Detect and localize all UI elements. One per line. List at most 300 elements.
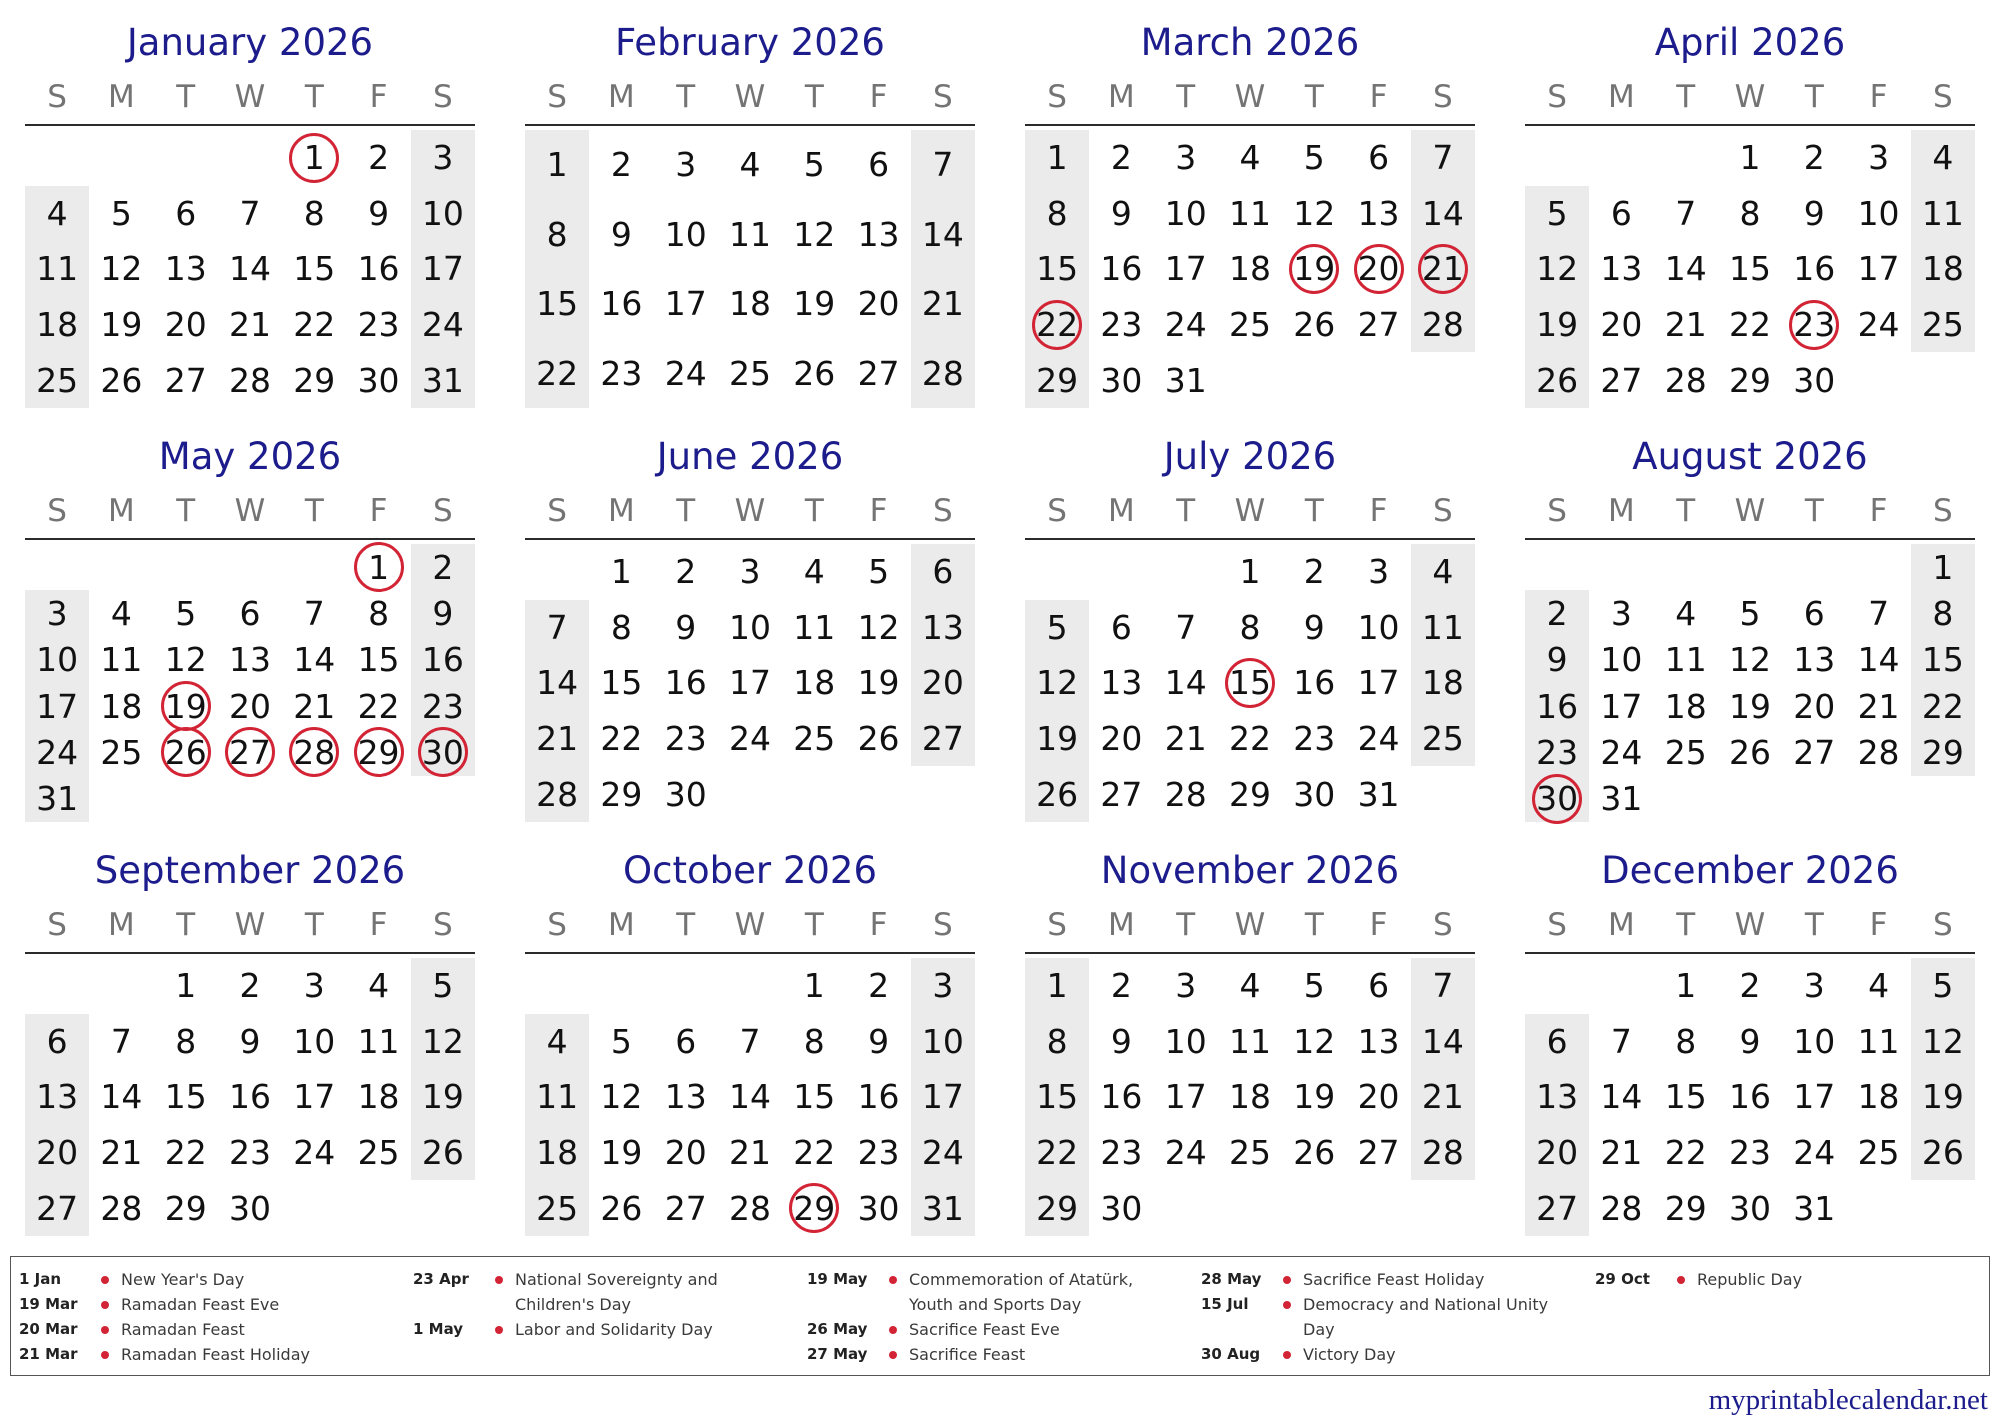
day-number: 4 bbox=[46, 193, 68, 233]
empty-day-cell bbox=[282, 1180, 346, 1236]
day-cell bbox=[1718, 297, 1782, 353]
day-cell bbox=[346, 130, 410, 186]
day-cell bbox=[1654, 958, 1718, 1014]
day-cell bbox=[782, 1014, 846, 1070]
day-number: 1 bbox=[1239, 552, 1261, 592]
weekday-label: M bbox=[108, 907, 135, 943]
day-cell bbox=[782, 269, 846, 339]
day-cell bbox=[846, 544, 910, 600]
day-number: 20 bbox=[1793, 686, 1836, 726]
day-cell bbox=[346, 297, 410, 353]
weekday-label: W bbox=[734, 907, 766, 943]
day-number: 21 bbox=[1421, 1077, 1464, 1117]
day-number: 27 bbox=[1357, 305, 1400, 345]
day-number: 28 bbox=[921, 353, 964, 393]
day-number: 24 bbox=[1600, 732, 1643, 772]
day-cell bbox=[911, 200, 975, 270]
day-cell bbox=[589, 130, 653, 200]
day-cell bbox=[1525, 241, 1589, 297]
weekday-label: T bbox=[176, 907, 196, 943]
day-cell bbox=[1025, 655, 1089, 711]
day-cell bbox=[1025, 130, 1089, 186]
day-number: 31 bbox=[1793, 1188, 1836, 1228]
weekday-label: M bbox=[1108, 493, 1135, 529]
day-cell bbox=[1282, 1014, 1346, 1070]
day-cell bbox=[911, 339, 975, 409]
legend-date: 23 Apr bbox=[413, 1270, 469, 1288]
day-number: 17 bbox=[1793, 1077, 1836, 1117]
day-cell bbox=[411, 637, 475, 683]
day-cell bbox=[1911, 683, 1975, 729]
weekday-label: W bbox=[1734, 907, 1766, 943]
day-number: 6 bbox=[1546, 1021, 1568, 1061]
day-number: 10 bbox=[728, 607, 771, 647]
day-number: 15 bbox=[357, 640, 400, 680]
day-cell bbox=[25, 297, 89, 353]
day-cell bbox=[1025, 600, 1089, 656]
day-cell bbox=[1346, 1014, 1410, 1070]
day-number: 15 bbox=[600, 663, 643, 703]
day-cell bbox=[1218, 297, 1282, 353]
day-cell bbox=[1089, 241, 1153, 297]
day-number: 10 bbox=[1600, 640, 1643, 680]
day-cell bbox=[1346, 130, 1410, 186]
day-cell bbox=[282, 186, 346, 242]
day-number: 8 bbox=[1675, 1021, 1697, 1061]
day-cell bbox=[1718, 590, 1782, 636]
day-cell bbox=[411, 241, 475, 297]
weekday-label: M bbox=[108, 493, 135, 529]
day-cell bbox=[411, 683, 475, 729]
day-number: 28 bbox=[1600, 1188, 1643, 1228]
day-cell bbox=[89, 241, 153, 297]
day-cell bbox=[1589, 776, 1653, 822]
legend-date: 30 Aug bbox=[1201, 1345, 1261, 1363]
day-cell bbox=[282, 241, 346, 297]
day-number: 8 bbox=[610, 607, 632, 647]
day-cell bbox=[1218, 130, 1282, 186]
day-number: 11 bbox=[793, 607, 836, 647]
empty-day-cell bbox=[411, 776, 475, 822]
day-number: 4 bbox=[1239, 138, 1261, 178]
empty-day-cell bbox=[1589, 130, 1653, 186]
empty-day-cell bbox=[89, 958, 153, 1014]
weekday-label: M bbox=[108, 79, 135, 115]
day-cell bbox=[1782, 297, 1846, 353]
day-number: 6 bbox=[239, 593, 261, 633]
day-cell bbox=[1154, 711, 1218, 767]
day-cell bbox=[1218, 1069, 1282, 1125]
day-cell bbox=[1782, 352, 1846, 408]
day-number: 7 bbox=[739, 1021, 761, 1061]
day-cell bbox=[589, 339, 653, 409]
day-number: 27 bbox=[1100, 774, 1143, 814]
day-number: 21 bbox=[1857, 686, 1900, 726]
day-number: 6 bbox=[1368, 966, 1390, 1006]
day-cell bbox=[782, 1069, 846, 1125]
day-number: 2 bbox=[1803, 138, 1825, 178]
day-cell bbox=[1411, 544, 1475, 600]
day-grid bbox=[525, 544, 975, 822]
day-cell bbox=[1025, 1069, 1089, 1125]
day-cell bbox=[1589, 729, 1653, 775]
legend-holiday-name: Ramadan Feast bbox=[121, 1320, 245, 1339]
day-number: 17 bbox=[921, 1077, 964, 1117]
weekday-label: T bbox=[1676, 493, 1696, 529]
day-cell bbox=[1718, 729, 1782, 775]
day-number: 20 bbox=[164, 305, 207, 345]
day-number: 8 bbox=[368, 593, 390, 633]
day-number: 21 bbox=[1421, 249, 1464, 289]
empty-day-cell bbox=[218, 544, 282, 590]
day-cell bbox=[411, 544, 475, 590]
day-cell bbox=[846, 655, 910, 711]
day-cell bbox=[346, 958, 410, 1014]
day-cell bbox=[1782, 683, 1846, 729]
day-cell bbox=[1654, 1180, 1718, 1236]
day-cell bbox=[89, 1069, 153, 1125]
legend-date: 1 Jan bbox=[19, 1270, 62, 1288]
day-cell bbox=[911, 711, 975, 767]
day-cell bbox=[1718, 1069, 1782, 1125]
month-title: October 2026 bbox=[623, 848, 877, 892]
day-cell bbox=[411, 297, 475, 353]
weekday-label: F bbox=[1869, 907, 1888, 943]
month-title: September 2026 bbox=[94, 848, 406, 892]
day-cell bbox=[718, 1069, 782, 1125]
day-number: 7 bbox=[1432, 138, 1454, 178]
empty-day-cell bbox=[718, 766, 782, 822]
day-cell bbox=[589, 1125, 653, 1181]
month-title: November 2026 bbox=[1100, 848, 1400, 892]
day-cell bbox=[1025, 1014, 1089, 1070]
day-cell bbox=[1654, 1125, 1718, 1181]
day-number: 10 bbox=[1793, 1021, 1836, 1061]
empty-day-cell bbox=[1218, 1180, 1282, 1236]
day-cell bbox=[589, 600, 653, 656]
day-cell bbox=[1411, 241, 1475, 297]
day-number: 29 bbox=[1921, 732, 1964, 772]
day-number: 23 bbox=[1293, 719, 1336, 759]
day-number: 20 bbox=[228, 686, 271, 726]
day-cell bbox=[1846, 297, 1910, 353]
day-number: 14 bbox=[728, 1077, 771, 1117]
day-cell bbox=[1654, 241, 1718, 297]
weekday-label: S bbox=[547, 493, 567, 529]
day-number: 13 bbox=[228, 640, 271, 680]
day-grid bbox=[1025, 544, 1475, 822]
day-cell bbox=[1154, 1069, 1218, 1125]
day-number: 29 bbox=[600, 774, 643, 814]
empty-day-cell bbox=[1654, 130, 1718, 186]
day-number: 26 bbox=[1293, 1133, 1336, 1173]
empty-day-cell bbox=[1589, 544, 1653, 590]
weekday-label: T bbox=[304, 79, 324, 115]
month-calendar bbox=[525, 14, 975, 428]
day-number: 8 bbox=[1932, 593, 1954, 633]
empty-day-cell bbox=[1089, 544, 1153, 600]
day-cell bbox=[1346, 600, 1410, 656]
day-cell bbox=[1089, 1180, 1153, 1236]
day-cell bbox=[1782, 1069, 1846, 1125]
weekday-label: S bbox=[1933, 493, 1953, 529]
weekday-label: S bbox=[1433, 493, 1453, 529]
month-title: June 2026 bbox=[656, 434, 844, 478]
day-grid bbox=[25, 130, 475, 408]
day-number: 28 bbox=[1164, 774, 1207, 814]
weekday-label: S bbox=[547, 79, 567, 115]
day-cell bbox=[411, 352, 475, 408]
day-number: 8 bbox=[803, 1021, 825, 1061]
day-cell bbox=[346, 590, 410, 636]
day-number: 24 bbox=[1164, 1133, 1207, 1173]
day-number: 3 bbox=[1368, 552, 1390, 592]
day-number: 31 bbox=[1164, 360, 1207, 400]
day-cell bbox=[654, 339, 718, 409]
day-cell bbox=[1846, 1014, 1910, 1070]
day-number: 17 bbox=[664, 284, 707, 324]
day-cell bbox=[1411, 600, 1475, 656]
day-number: 21 bbox=[921, 284, 964, 324]
day-cell bbox=[654, 711, 718, 767]
day-cell bbox=[1911, 241, 1975, 297]
day-number: 15 bbox=[793, 1077, 836, 1117]
day-number: 13 bbox=[1357, 193, 1400, 233]
day-cell bbox=[846, 200, 910, 270]
day-cell bbox=[89, 729, 153, 775]
day-cell bbox=[411, 1069, 475, 1125]
day-number: 19 bbox=[1536, 305, 1579, 345]
empty-day-cell bbox=[589, 958, 653, 1014]
day-cell bbox=[1346, 186, 1410, 242]
empty-day-cell bbox=[1154, 1180, 1218, 1236]
day-number: 1 bbox=[803, 966, 825, 1006]
day-cell bbox=[154, 1180, 218, 1236]
weekday-label: S bbox=[1047, 79, 1067, 115]
legend-date: 26 May bbox=[807, 1320, 868, 1338]
day-cell bbox=[25, 1014, 89, 1070]
legend-entry bbox=[413, 1267, 807, 1317]
day-cell bbox=[346, 1125, 410, 1181]
day-cell bbox=[1089, 352, 1153, 408]
day-cell bbox=[411, 130, 475, 186]
weekday-label: F bbox=[1369, 907, 1388, 943]
empty-day-cell bbox=[525, 544, 589, 600]
day-cell bbox=[1589, 1014, 1653, 1070]
day-number: 21 bbox=[1664, 305, 1707, 345]
day-number: 3 bbox=[932, 966, 954, 1006]
day-cell bbox=[218, 590, 282, 636]
day-number: 8 bbox=[1739, 193, 1761, 233]
day-cell bbox=[89, 1180, 153, 1236]
weekday-label: T bbox=[804, 907, 824, 943]
day-number: 3 bbox=[739, 552, 761, 592]
day-number: 5 bbox=[1303, 138, 1325, 178]
day-number: 21 bbox=[536, 719, 579, 759]
day-number: 26 bbox=[1728, 732, 1771, 772]
day-number: 19 bbox=[600, 1133, 643, 1173]
weekday-label: T bbox=[1176, 493, 1196, 529]
day-number: 20 bbox=[921, 663, 964, 703]
day-cell bbox=[1654, 352, 1718, 408]
legend-bullet-icon bbox=[1677, 1276, 1685, 1284]
day-cell bbox=[1089, 711, 1153, 767]
day-grid bbox=[1525, 130, 1975, 408]
day-number: 14 bbox=[536, 663, 579, 703]
site-watermark: myprintablecalendar.net bbox=[1708, 1384, 1988, 1416]
day-number: 22 bbox=[293, 305, 336, 345]
day-cell bbox=[346, 352, 410, 408]
weekday-label: M bbox=[1608, 79, 1635, 115]
day-number: 17 bbox=[421, 249, 464, 289]
empty-day-cell bbox=[1346, 1180, 1410, 1236]
day-number: 2 bbox=[610, 145, 632, 185]
month-calendar bbox=[1525, 428, 1975, 842]
day-cell bbox=[154, 241, 218, 297]
day-cell bbox=[218, 186, 282, 242]
day-cell bbox=[1346, 544, 1410, 600]
legend-bullet-icon bbox=[495, 1276, 503, 1284]
legend-holiday-name: Ramadan Feast Eve bbox=[121, 1295, 280, 1314]
day-cell bbox=[654, 544, 718, 600]
day-cell bbox=[525, 600, 589, 656]
day-number: 12 bbox=[600, 1077, 643, 1117]
day-number: 30 bbox=[1536, 779, 1579, 819]
day-cell bbox=[1911, 1014, 1975, 1070]
day-cell bbox=[1346, 297, 1410, 353]
day-number: 30 bbox=[1728, 1188, 1771, 1228]
day-cell bbox=[218, 729, 282, 775]
day-number: 16 bbox=[1100, 1077, 1143, 1117]
day-cell bbox=[589, 1014, 653, 1070]
day-cell bbox=[911, 1180, 975, 1236]
weekday-label: T bbox=[804, 493, 824, 529]
day-number: 13 bbox=[1536, 1077, 1579, 1117]
legend-entry bbox=[19, 1267, 413, 1292]
day-number: 16 bbox=[1793, 249, 1836, 289]
day-cell bbox=[654, 600, 718, 656]
legend-holiday-name: Ramadan Feast Holiday bbox=[121, 1345, 310, 1364]
day-cell bbox=[346, 637, 410, 683]
weekday-label: S bbox=[1433, 79, 1453, 115]
day-cell bbox=[154, 1125, 218, 1181]
day-cell bbox=[218, 683, 282, 729]
day-number: 4 bbox=[1239, 966, 1261, 1006]
day-cell bbox=[25, 729, 89, 775]
month-calendar bbox=[1525, 842, 1975, 1256]
day-cell bbox=[89, 683, 153, 729]
day-cell bbox=[1411, 130, 1475, 186]
empty-day-cell bbox=[89, 130, 153, 186]
weekday-label: S bbox=[1933, 79, 1953, 115]
day-cell bbox=[282, 729, 346, 775]
day-cell bbox=[346, 729, 410, 775]
weekday-label: S bbox=[1933, 907, 1953, 943]
day-cell bbox=[1154, 766, 1218, 822]
day-cell bbox=[1525, 1069, 1589, 1125]
day-cell bbox=[718, 544, 782, 600]
weekday-label: S bbox=[1047, 493, 1067, 529]
day-number: 22 bbox=[793, 1133, 836, 1173]
day-number: 24 bbox=[1164, 305, 1207, 345]
day-number: 23 bbox=[664, 719, 707, 759]
legend-entry bbox=[413, 1317, 807, 1342]
day-number: 23 bbox=[357, 305, 400, 345]
legend-holiday-name: Sacrifice Feast Holiday bbox=[1303, 1270, 1485, 1289]
weekday-header bbox=[1525, 484, 1975, 540]
day-number: 27 bbox=[857, 353, 900, 393]
day-cell bbox=[654, 269, 718, 339]
day-cell bbox=[282, 683, 346, 729]
weekday-label: F bbox=[869, 907, 888, 943]
day-number: 13 bbox=[921, 607, 964, 647]
day-number: 25 bbox=[1857, 1133, 1900, 1173]
month-title: March 2026 bbox=[1140, 20, 1360, 64]
day-number: 13 bbox=[664, 1077, 707, 1117]
day-number: 9 bbox=[432, 593, 454, 633]
day-cell bbox=[1911, 958, 1975, 1014]
day-cell bbox=[1846, 637, 1910, 683]
day-grid bbox=[1025, 130, 1475, 408]
day-number: 22 bbox=[1664, 1133, 1707, 1173]
day-number: 21 bbox=[100, 1133, 143, 1173]
day-cell bbox=[346, 186, 410, 242]
legend-holiday-name: Commemoration of Atatürk, Youth and Sports Day bbox=[909, 1270, 1134, 1314]
weekday-label: T bbox=[1676, 79, 1696, 115]
day-number: 30 bbox=[357, 360, 400, 400]
day-cell bbox=[1718, 1180, 1782, 1236]
weekday-header bbox=[25, 484, 475, 540]
day-cell bbox=[911, 1014, 975, 1070]
day-cell bbox=[154, 637, 218, 683]
day-cell bbox=[89, 1014, 153, 1070]
day-cell bbox=[654, 1069, 718, 1125]
day-cell bbox=[782, 1180, 846, 1236]
day-number: 30 bbox=[664, 774, 707, 814]
empty-day-cell bbox=[89, 544, 153, 590]
day-cell bbox=[1411, 1069, 1475, 1125]
day-cell bbox=[589, 269, 653, 339]
day-number: 5 bbox=[1303, 966, 1325, 1006]
day-number: 14 bbox=[1600, 1077, 1643, 1117]
day-cell bbox=[89, 637, 153, 683]
legend-holiday-name: Republic Day bbox=[1697, 1270, 1803, 1289]
day-number: 27 bbox=[1793, 732, 1836, 772]
day-number: 12 bbox=[1728, 640, 1771, 680]
day-number: 9 bbox=[675, 607, 697, 647]
weekday-label: S bbox=[433, 907, 453, 943]
day-number: 27 bbox=[1536, 1188, 1579, 1228]
empty-day-cell bbox=[718, 958, 782, 1014]
day-cell bbox=[911, 655, 975, 711]
day-cell bbox=[525, 766, 589, 822]
day-number: 21 bbox=[728, 1133, 771, 1173]
day-number: 10 bbox=[293, 1021, 336, 1061]
day-number: 19 bbox=[1728, 686, 1771, 726]
legend-date: 15 Jul bbox=[1201, 1295, 1249, 1313]
day-cell bbox=[218, 1180, 282, 1236]
day-number: 20 bbox=[857, 284, 900, 324]
empty-day-cell bbox=[25, 958, 89, 1014]
legend-holiday-name: Sacrifice Feast Eve bbox=[909, 1320, 1060, 1339]
day-cell bbox=[1025, 352, 1089, 408]
weekday-label: S bbox=[1547, 907, 1567, 943]
legend-holiday-name: National Sovereignty and Children's Day bbox=[515, 1270, 718, 1314]
day-number: 31 bbox=[1357, 774, 1400, 814]
legend-bullet-icon bbox=[101, 1351, 109, 1359]
day-cell bbox=[1218, 241, 1282, 297]
day-number: 16 bbox=[1536, 686, 1579, 726]
